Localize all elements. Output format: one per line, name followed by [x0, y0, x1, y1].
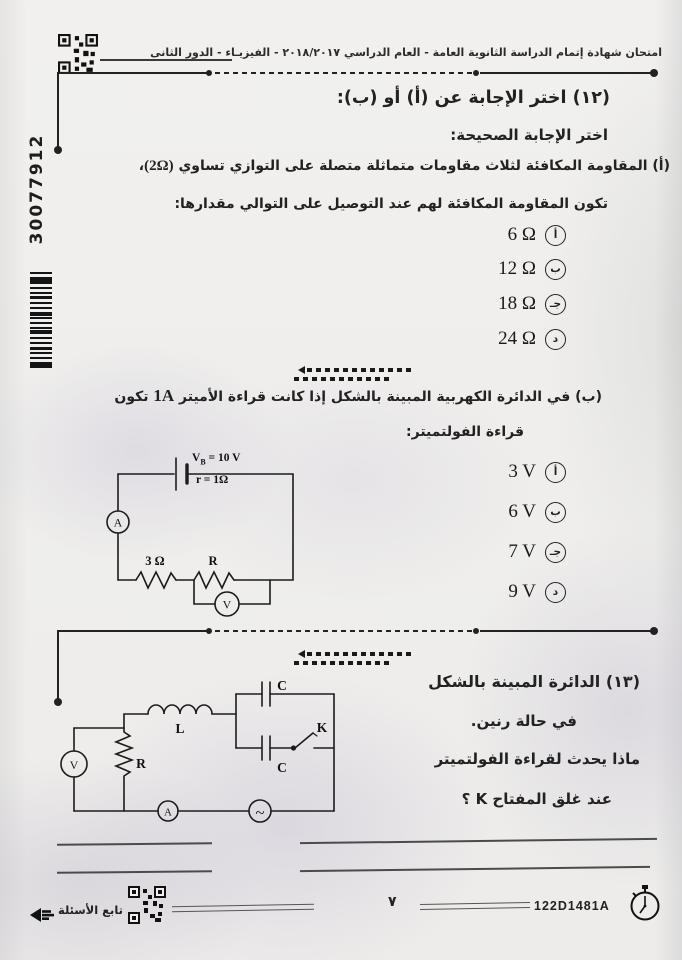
- q12b-option-a: [492, 459, 566, 485]
- separator-1-dot-b: [473, 70, 479, 76]
- resistor2-label: R: [208, 554, 218, 568]
- continue-arrow-icon: [30, 907, 56, 926]
- battery-voltage-label: [192, 452, 240, 466]
- q12a-option-b-letter: ب: [545, 259, 566, 280]
- page-number: ٧: [388, 894, 397, 910]
- q12b-line1-value: 1A: [153, 386, 175, 405]
- header-lead-rule: [100, 59, 232, 61]
- ammeter-icon: A: [164, 806, 172, 819]
- separator-2-dot-b: [473, 628, 479, 634]
- battery-subscript: B: [200, 457, 206, 467]
- q12a-option-a: [492, 222, 566, 248]
- q13-line1: (١٣) الدائرة المبينة بالشكل: [428, 672, 640, 691]
- capacitor-top-label: C: [277, 680, 287, 693]
- q12a-line2: تكون المقاومة المكافئة لهم عند التوصيل على التوالي مقدارها:: [174, 196, 608, 212]
- q13-line3: ماذا يحدث لقراءة الفولتميتر: [434, 750, 640, 768]
- footer-rule-left: [172, 904, 314, 912]
- q12a-line1: [139, 158, 670, 175]
- ac-source-icon: ~: [255, 803, 265, 822]
- q12b-option-b: [492, 499, 566, 525]
- separator-1-solid-right: [480, 72, 652, 74]
- q12a-option-d-letter: د: [545, 329, 566, 350]
- answer-line-2-left: [57, 870, 212, 873]
- q12a-option-c-value: 18 Ω: [498, 293, 536, 314]
- answer-line-1-right: [300, 838, 657, 844]
- separator-1-dot-a: [206, 70, 212, 76]
- separator-1-corner: [57, 72, 59, 148]
- q12b-option-d-value: 9 V: [508, 581, 536, 602]
- q12a-option-c: [492, 291, 566, 317]
- q12b-option-c-value: 7 V: [508, 541, 536, 562]
- separator-2-dashed: [215, 630, 473, 632]
- voltmeter-icon: V: [222, 597, 232, 612]
- q12b-option-c: [492, 539, 566, 565]
- q12a-option-b-value: 12 Ω: [498, 258, 536, 279]
- q12b-option-b-value: 6 V: [508, 501, 536, 522]
- answer-line-2-right: [300, 866, 650, 872]
- q12b-line1-text: (ب) في الدائرة الكهربية المبينة بالشكل إذا كانت قراءة الأميتر: [179, 389, 602, 405]
- q12a-option-a-letter: أ: [545, 225, 566, 246]
- exam-header-title: امتحان شهادة إتمام الدراسة الثانوية العامة - العام الدراسي ٢٠١٨/٢٠١٧ - الفيزيـاء - الدور الثانى: [150, 46, 662, 59]
- q12-title: (١٢) اختر الإجابة عن (أ) أو (ب):: [336, 88, 610, 108]
- q13-line4: عند غلق المفتاح K ؟: [461, 790, 612, 808]
- resistor-label: R: [136, 756, 146, 771]
- internal-resistance-label: r = 1Ω: [196, 474, 229, 486]
- q12a-line1-value: (2Ω): [144, 158, 174, 174]
- capacitor-bottom-label: C: [277, 760, 287, 775]
- q12b-option-a-letter: أ: [545, 462, 566, 483]
- q12b-option-c-letter: جـ: [545, 542, 566, 563]
- q12a-option-d: [492, 326, 566, 352]
- resistor1-label: 3 Ω: [145, 554, 165, 568]
- q12a-option-a-value: 6 Ω: [507, 224, 536, 245]
- q12b-line1-tail: تكون: [114, 389, 149, 405]
- q12a-option-d-value: 24 Ω: [498, 328, 536, 349]
- q13-line2: في حالة رنين.: [470, 712, 577, 730]
- serial-number: 30077912: [27, 133, 47, 245]
- switch-label: K: [316, 720, 328, 735]
- q12b-option-b-letter: ب: [545, 502, 566, 523]
- continue-questions-label: تابع الأسئلة: [58, 903, 123, 917]
- battery-symbol: V: [192, 452, 201, 464]
- ammeter-icon: A: [113, 515, 123, 530]
- voltmeter-icon: V: [69, 758, 79, 772]
- q12b-line2: قراءة الفولتميتر:: [406, 424, 524, 440]
- dotted-separator-ornament-1: [298, 366, 413, 381]
- footer-rule-right: [420, 902, 530, 910]
- q12b-line1: [114, 386, 602, 406]
- separator-2-solid-left: [57, 630, 209, 632]
- q12b-option-d: [492, 579, 566, 605]
- qr-code-footer: [128, 886, 166, 928]
- q12-subtitle: اختر الإجابة الصحيحة:: [450, 126, 608, 144]
- separator-1-end-dot: [650, 69, 658, 77]
- separator-2-solid-right: [480, 630, 652, 632]
- circuit-diagram-q12b: [88, 452, 308, 622]
- q12a-option-b: [492, 256, 566, 282]
- separator-1-corner-dot: [54, 146, 62, 154]
- q12b-option-a-value: 3 V: [508, 461, 536, 482]
- exam-code: 122D1481A: [534, 899, 610, 913]
- separator-2-end-dot: [650, 627, 658, 635]
- q12b-option-d-letter: د: [545, 582, 566, 603]
- q12a-option-c-letter: جـ: [545, 294, 566, 315]
- stopwatch-icon: [624, 882, 666, 930]
- separator-1-solid-left: [57, 72, 209, 74]
- separator-2-dot-a: [206, 628, 212, 634]
- separator-1-dashed: [215, 72, 473, 74]
- battery-value: = 10 V: [208, 452, 241, 464]
- q12a-line1-text: (أ) المقاومة المكافئة لثلاث مقاومات متماثلة متصلة على التوازي تساوي: [178, 158, 670, 174]
- answer-line-1-left: [57, 842, 212, 845]
- circuit-diagram-q13: [50, 680, 368, 828]
- barcode: [30, 272, 52, 368]
- q12a-line1-comma: ،: [138, 158, 145, 174]
- dotted-separator-ornament-2: [298, 650, 413, 665]
- inductor-label: L: [175, 721, 185, 736]
